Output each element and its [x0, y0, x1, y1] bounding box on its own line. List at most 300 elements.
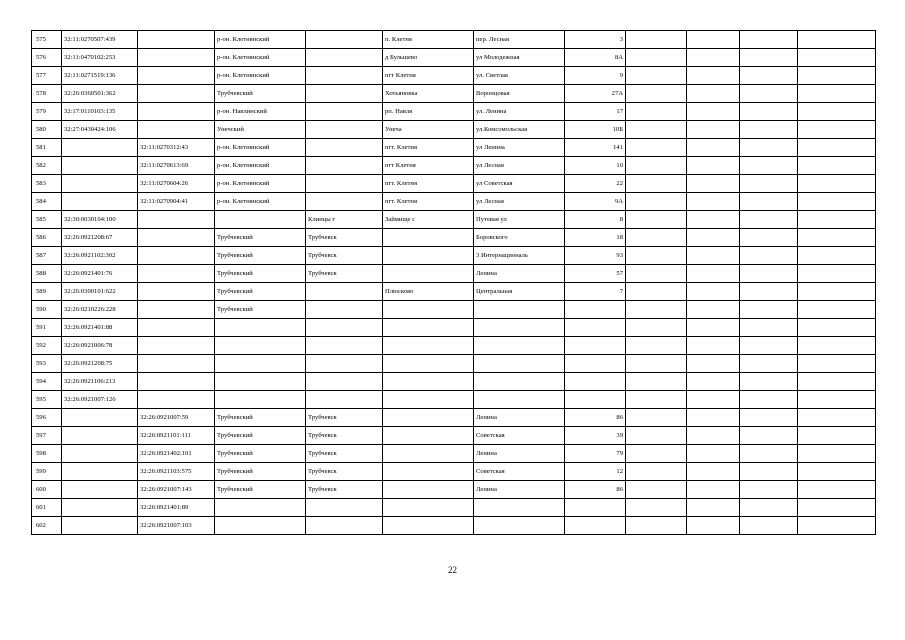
cell-empty — [740, 157, 798, 175]
cell-extra-2 — [687, 463, 740, 481]
cell-city — [306, 157, 383, 175]
cell-cadastral-number-2 — [138, 319, 215, 337]
cell-extra-2 — [687, 175, 740, 193]
cell-extra-1 — [626, 517, 687, 535]
cell-house-number: 141 — [565, 139, 626, 157]
cell-street: ул Советская — [474, 175, 565, 193]
cell-city — [306, 67, 383, 85]
cell-extra-1 — [626, 49, 687, 67]
table-row — [32, 481, 876, 499]
cell-street — [474, 391, 565, 409]
cell-locality — [383, 499, 474, 517]
cell-row-number: 600 — [32, 481, 62, 499]
cell-extra-2 — [687, 31, 740, 49]
cell-extra-2 — [687, 103, 740, 121]
table-row — [32, 85, 876, 103]
cell-district: Трубчевский — [215, 229, 306, 247]
cell-street: Путевая ул — [474, 211, 565, 229]
cell-cadastral-number: 32:26:0210226:228 — [62, 301, 138, 319]
cell-district: Трубчевский — [215, 85, 306, 103]
cell-extra-1 — [626, 481, 687, 499]
cell-row-number: 592 — [32, 337, 62, 355]
cell-street: ул. Светлая — [474, 67, 565, 85]
cell-house-number: 8А — [565, 49, 626, 67]
cell-cadastral-number: 32:11:0271519:136 — [62, 67, 138, 85]
cell-locality — [383, 517, 474, 535]
cell-district: Трубчевский — [215, 445, 306, 463]
cell-empty — [798, 481, 876, 499]
cell-empty — [798, 103, 876, 121]
cell-extra-1 — [626, 319, 687, 337]
cell-empty — [740, 301, 798, 319]
cell-city: Трубчевск — [306, 481, 383, 499]
cell-row-number: 585 — [32, 211, 62, 229]
cell-empty — [740, 193, 798, 211]
cell-street: Ленина — [474, 409, 565, 427]
cell-extra-2 — [687, 211, 740, 229]
cell-extra-1 — [626, 85, 687, 103]
cell-empty — [798, 355, 876, 373]
table-row — [32, 175, 876, 193]
cell-row-number: 602 — [32, 517, 62, 535]
table-row — [32, 121, 876, 139]
cell-empty — [798, 139, 876, 157]
cell-district — [215, 517, 306, 535]
cell-street: ул Лесная — [474, 193, 565, 211]
cell-extra-1 — [626, 103, 687, 121]
cell-empty — [798, 265, 876, 283]
cell-empty — [798, 85, 876, 103]
cell-city — [306, 49, 383, 67]
cell-empty — [740, 211, 798, 229]
cell-locality — [383, 373, 474, 391]
cell-empty — [798, 445, 876, 463]
cell-cadastral-number: 32:26:0360501:362 — [62, 85, 138, 103]
cell-empty — [798, 391, 876, 409]
cell-extra-2 — [687, 121, 740, 139]
cell-extra-2 — [687, 85, 740, 103]
cell-cadastral-number-2: 32:11:0270613:69 — [138, 157, 215, 175]
cell-district: р-он. Клетнянский — [215, 31, 306, 49]
cell-locality — [383, 337, 474, 355]
cell-city — [306, 301, 383, 319]
table-row — [32, 391, 876, 409]
cell-cadastral-number: 32:26:0921208:75 — [62, 355, 138, 373]
cell-city — [306, 193, 383, 211]
cell-extra-2 — [687, 265, 740, 283]
cell-extra-1 — [626, 139, 687, 157]
cell-house-number — [565, 337, 626, 355]
cell-house-number: 57 — [565, 265, 626, 283]
cell-row-number: 596 — [32, 409, 62, 427]
cell-row-number: 581 — [32, 139, 62, 157]
cell-extra-2 — [687, 139, 740, 157]
cell-empty — [740, 409, 798, 427]
cell-row-number: 595 — [32, 391, 62, 409]
cell-empty — [740, 319, 798, 337]
cell-city — [306, 175, 383, 193]
cell-locality — [383, 427, 474, 445]
cell-house-number: 39 — [565, 427, 626, 445]
cell-row-number: 591 — [32, 319, 62, 337]
cell-locality — [383, 445, 474, 463]
cell-district: Трубчевский — [215, 427, 306, 445]
table-row — [32, 445, 876, 463]
cell-cadastral-number — [62, 499, 138, 517]
cell-empty — [798, 373, 876, 391]
cell-empty — [740, 49, 798, 67]
cell-street: ул Лесная — [474, 157, 565, 175]
cell-extra-1 — [626, 193, 687, 211]
cell-empty — [740, 31, 798, 49]
cell-row-number: 597 — [32, 427, 62, 445]
cell-street — [474, 301, 565, 319]
cell-locality: Унеча — [383, 121, 474, 139]
cell-empty — [740, 499, 798, 517]
cell-street: Советская — [474, 427, 565, 445]
cell-house-number: 22 — [565, 175, 626, 193]
cell-extra-1 — [626, 229, 687, 247]
cell-house-number: 9 — [565, 67, 626, 85]
cell-locality — [383, 409, 474, 427]
cell-row-number: 590 — [32, 301, 62, 319]
cell-empty — [798, 283, 876, 301]
cell-street — [474, 319, 565, 337]
cell-locality: Хотьяновка — [383, 85, 474, 103]
cell-district: р-он. Клетнянский — [215, 49, 306, 67]
cell-city — [306, 103, 383, 121]
table-row — [32, 517, 876, 535]
cell-extra-1 — [626, 463, 687, 481]
cell-cadastral-number — [62, 175, 138, 193]
table-row — [32, 499, 876, 517]
cell-locality: д Бульшево — [383, 49, 474, 67]
cell-empty — [798, 409, 876, 427]
cell-empty — [798, 193, 876, 211]
cell-empty — [798, 463, 876, 481]
cell-street: 3 Интернациональ — [474, 247, 565, 265]
table-row — [32, 409, 876, 427]
cell-cadastral-number-2: 32:26:0921103:575 — [138, 463, 215, 481]
cell-house-number: 93 — [565, 247, 626, 265]
cell-cadastral-number-2 — [138, 229, 215, 247]
cell-locality — [383, 481, 474, 499]
cell-city: Трубчевск — [306, 265, 383, 283]
cell-district — [215, 319, 306, 337]
cell-empty — [798, 175, 876, 193]
cell-house-number — [565, 391, 626, 409]
cell-cadastral-number-2 — [138, 85, 215, 103]
cell-cadastral-number-2 — [138, 103, 215, 121]
cell-locality: п. Клетня — [383, 31, 474, 49]
cell-city — [306, 355, 383, 373]
cell-extra-1 — [626, 337, 687, 355]
cell-extra-2 — [687, 319, 740, 337]
cell-extra-1 — [626, 247, 687, 265]
cell-cadastral-number-2 — [138, 211, 215, 229]
cell-cadastral-number — [62, 193, 138, 211]
cell-empty — [740, 337, 798, 355]
cell-street: Ленина — [474, 481, 565, 499]
table-row — [32, 355, 876, 373]
cell-row-number: 577 — [32, 67, 62, 85]
table-row — [32, 193, 876, 211]
cell-district: р-он. Клетнянский — [215, 175, 306, 193]
cell-cadastral-number — [62, 157, 138, 175]
cell-locality — [383, 247, 474, 265]
cell-district — [215, 355, 306, 373]
cell-row-number: 589 — [32, 283, 62, 301]
cell-locality: Займище с — [383, 211, 474, 229]
cell-row-number: 579 — [32, 103, 62, 121]
cell-cadastral-number-2: 32:26:0921402:101 — [138, 445, 215, 463]
cell-cadastral-number: 32:26:0921006:78 — [62, 337, 138, 355]
cell-extra-2 — [687, 157, 740, 175]
table-row — [32, 463, 876, 481]
cell-empty — [798, 301, 876, 319]
cell-house-number: 10 — [565, 157, 626, 175]
cell-locality — [383, 229, 474, 247]
cell-district — [215, 337, 306, 355]
cell-extra-2 — [687, 301, 740, 319]
cell-extra-1 — [626, 283, 687, 301]
table-row — [32, 265, 876, 283]
cell-extra-1 — [626, 301, 687, 319]
table-row — [32, 427, 876, 445]
cell-cadastral-number-2: 32:11:0270312:43 — [138, 139, 215, 157]
cell-locality: пгт. Клетня — [383, 193, 474, 211]
cell-extra-1 — [626, 373, 687, 391]
table-row — [32, 67, 876, 85]
cell-empty — [798, 499, 876, 517]
cell-cadastral-number: 32:11:0470102:253 — [62, 49, 138, 67]
cell-empty — [740, 373, 798, 391]
table-row — [32, 373, 876, 391]
cell-empty — [798, 67, 876, 85]
cell-empty — [740, 283, 798, 301]
cell-cadastral-number-2 — [138, 265, 215, 283]
cell-house-number — [565, 373, 626, 391]
cell-extra-1 — [626, 499, 687, 517]
cell-district: Трубчевский — [215, 301, 306, 319]
cell-cadastral-number: 32:26:0921401:76 — [62, 265, 138, 283]
cell-cadastral-number-2 — [138, 283, 215, 301]
cell-cadastral-number-2 — [138, 247, 215, 265]
cell-house-number: 18 — [565, 229, 626, 247]
cell-extra-2 — [687, 247, 740, 265]
cell-extra-2 — [687, 499, 740, 517]
cell-extra-2 — [687, 445, 740, 463]
cell-empty — [798, 31, 876, 49]
cell-street: пер. Лесная — [474, 31, 565, 49]
cell-house-number: 9А — [565, 193, 626, 211]
registry-table — [31, 30, 876, 535]
cell-cadastral-number-2 — [138, 31, 215, 49]
cell-cadastral-number — [62, 445, 138, 463]
cell-cadastral-number-2 — [138, 337, 215, 355]
table-row — [32, 211, 876, 229]
table-row — [32, 157, 876, 175]
cell-street: Центральная — [474, 283, 565, 301]
cell-empty — [798, 517, 876, 535]
cell-cadastral-number-2: 32:26:0921007:59 — [138, 409, 215, 427]
cell-city: Трубчевск — [306, 247, 383, 265]
cell-street — [474, 355, 565, 373]
cell-cadastral-number: 32:11:0270507:439 — [62, 31, 138, 49]
cell-city: Клинцы г — [306, 211, 383, 229]
cell-empty — [740, 139, 798, 157]
cell-house-number: 17 — [565, 103, 626, 121]
cell-house-number — [565, 499, 626, 517]
table-row — [32, 31, 876, 49]
cell-extra-1 — [626, 67, 687, 85]
cell-row-number: 598 — [32, 445, 62, 463]
cell-cadastral-number-2: 32:26:0921007:103 — [138, 517, 215, 535]
table-body — [32, 31, 876, 535]
cell-empty — [740, 229, 798, 247]
cell-district: Трубчевский — [215, 463, 306, 481]
cell-empty — [798, 247, 876, 265]
cell-district — [215, 499, 306, 517]
cell-cadastral-number: 32:26:0921401:88 — [62, 319, 138, 337]
cell-empty — [798, 427, 876, 445]
cell-locality: Плюсково — [383, 283, 474, 301]
cell-row-number: 586 — [32, 229, 62, 247]
cell-street — [474, 499, 565, 517]
cell-district: Трубчевский — [215, 283, 306, 301]
cell-house-number — [565, 319, 626, 337]
cell-empty — [740, 355, 798, 373]
cell-cadastral-number: 32:26:0300101:622 — [62, 283, 138, 301]
cell-city: Трубчевск — [306, 445, 383, 463]
cell-extra-1 — [626, 427, 687, 445]
table-row — [32, 301, 876, 319]
cell-row-number: 599 — [32, 463, 62, 481]
cell-empty — [740, 517, 798, 535]
cell-house-number — [565, 355, 626, 373]
cell-district: р-он. Навлинский — [215, 103, 306, 121]
cell-city — [306, 517, 383, 535]
cell-locality: пгт. Клетня — [383, 175, 474, 193]
cell-extra-2 — [687, 49, 740, 67]
cell-extra-1 — [626, 157, 687, 175]
cell-cadastral-number-2: 32:11:0270604:26 — [138, 175, 215, 193]
cell-extra-2 — [687, 283, 740, 301]
cell-street: Ленина — [474, 445, 565, 463]
cell-empty — [798, 49, 876, 67]
cell-row-number: 594 — [32, 373, 62, 391]
cell-row-number: 583 — [32, 175, 62, 193]
cell-street: ул. Ленина — [474, 103, 565, 121]
cell-empty — [740, 247, 798, 265]
cell-city — [306, 139, 383, 157]
cell-extra-1 — [626, 121, 687, 139]
cell-street: Боровского — [474, 229, 565, 247]
cell-empty — [740, 103, 798, 121]
cell-cadastral-number: 32:26:0921106:213 — [62, 373, 138, 391]
cell-cadastral-number-2 — [138, 391, 215, 409]
cell-cadastral-number — [62, 409, 138, 427]
cell-house-number: 10Б — [565, 121, 626, 139]
cell-district — [215, 211, 306, 229]
cell-row-number: 601 — [32, 499, 62, 517]
cell-district: р-он. Клетнянский — [215, 139, 306, 157]
cell-city: Трубчевск — [306, 463, 383, 481]
table-row — [32, 139, 876, 157]
cell-street: Советская — [474, 463, 565, 481]
cell-city — [306, 85, 383, 103]
cell-extra-2 — [687, 427, 740, 445]
cell-house-number — [565, 517, 626, 535]
cell-district: р-он. Клетнянский — [215, 157, 306, 175]
cell-locality: пгт Клетня — [383, 67, 474, 85]
cell-cadastral-number-2 — [138, 121, 215, 139]
cell-extra-2 — [687, 337, 740, 355]
cell-house-number: 12 — [565, 463, 626, 481]
cell-cadastral-number: 32:27:0430424:106 — [62, 121, 138, 139]
cell-extra-2 — [687, 391, 740, 409]
table-row — [32, 229, 876, 247]
cell-cadastral-number-2 — [138, 67, 215, 85]
cell-district — [215, 373, 306, 391]
cell-empty — [740, 445, 798, 463]
cell-cadastral-number: 32:26:0921102:302 — [62, 247, 138, 265]
cell-locality — [383, 265, 474, 283]
cell-cadastral-number: 32:26:0921007:126 — [62, 391, 138, 409]
cell-row-number: 593 — [32, 355, 62, 373]
cell-house-number: 8 — [565, 211, 626, 229]
cell-locality — [383, 391, 474, 409]
cell-locality: пгт. Клетня — [383, 139, 474, 157]
cell-cadastral-number-2 — [138, 301, 215, 319]
cell-cadastral-number: 32:17:0110103:135 — [62, 103, 138, 121]
cell-extra-2 — [687, 481, 740, 499]
cell-city — [306, 283, 383, 301]
cell-city — [306, 373, 383, 391]
cell-district: Унечский — [215, 121, 306, 139]
cell-extra-2 — [687, 373, 740, 391]
cell-district: Трубчевский — [215, 481, 306, 499]
cell-extra-1 — [626, 409, 687, 427]
cell-district: Трубчевский — [215, 265, 306, 283]
cell-empty — [740, 175, 798, 193]
cell-cadastral-number-2: 32:26:0921101:111 — [138, 427, 215, 445]
cell-city: Трубчевск — [306, 229, 383, 247]
cell-extra-2 — [687, 517, 740, 535]
table-row — [32, 49, 876, 67]
cell-locality — [383, 355, 474, 373]
cell-locality — [383, 319, 474, 337]
cell-row-number: 584 — [32, 193, 62, 211]
cell-empty — [740, 481, 798, 499]
cell-cadastral-number-2 — [138, 373, 215, 391]
cell-street: ул.Комсомольская — [474, 121, 565, 139]
cell-extra-1 — [626, 391, 687, 409]
cell-empty — [740, 85, 798, 103]
cell-cadastral-number-2: 32:26:0921401:89 — [138, 499, 215, 517]
cell-city — [306, 121, 383, 139]
cell-row-number: 588 — [32, 265, 62, 283]
cell-extra-2 — [687, 67, 740, 85]
cell-cadastral-number-2 — [138, 355, 215, 373]
cell-empty — [740, 265, 798, 283]
cell-street — [474, 337, 565, 355]
cell-house-number: 3 — [565, 31, 626, 49]
cell-extra-2 — [687, 193, 740, 211]
cell-empty — [740, 463, 798, 481]
cell-house-number: 86 — [565, 409, 626, 427]
cell-cadastral-number-2: 32:26:0921007:143 — [138, 481, 215, 499]
